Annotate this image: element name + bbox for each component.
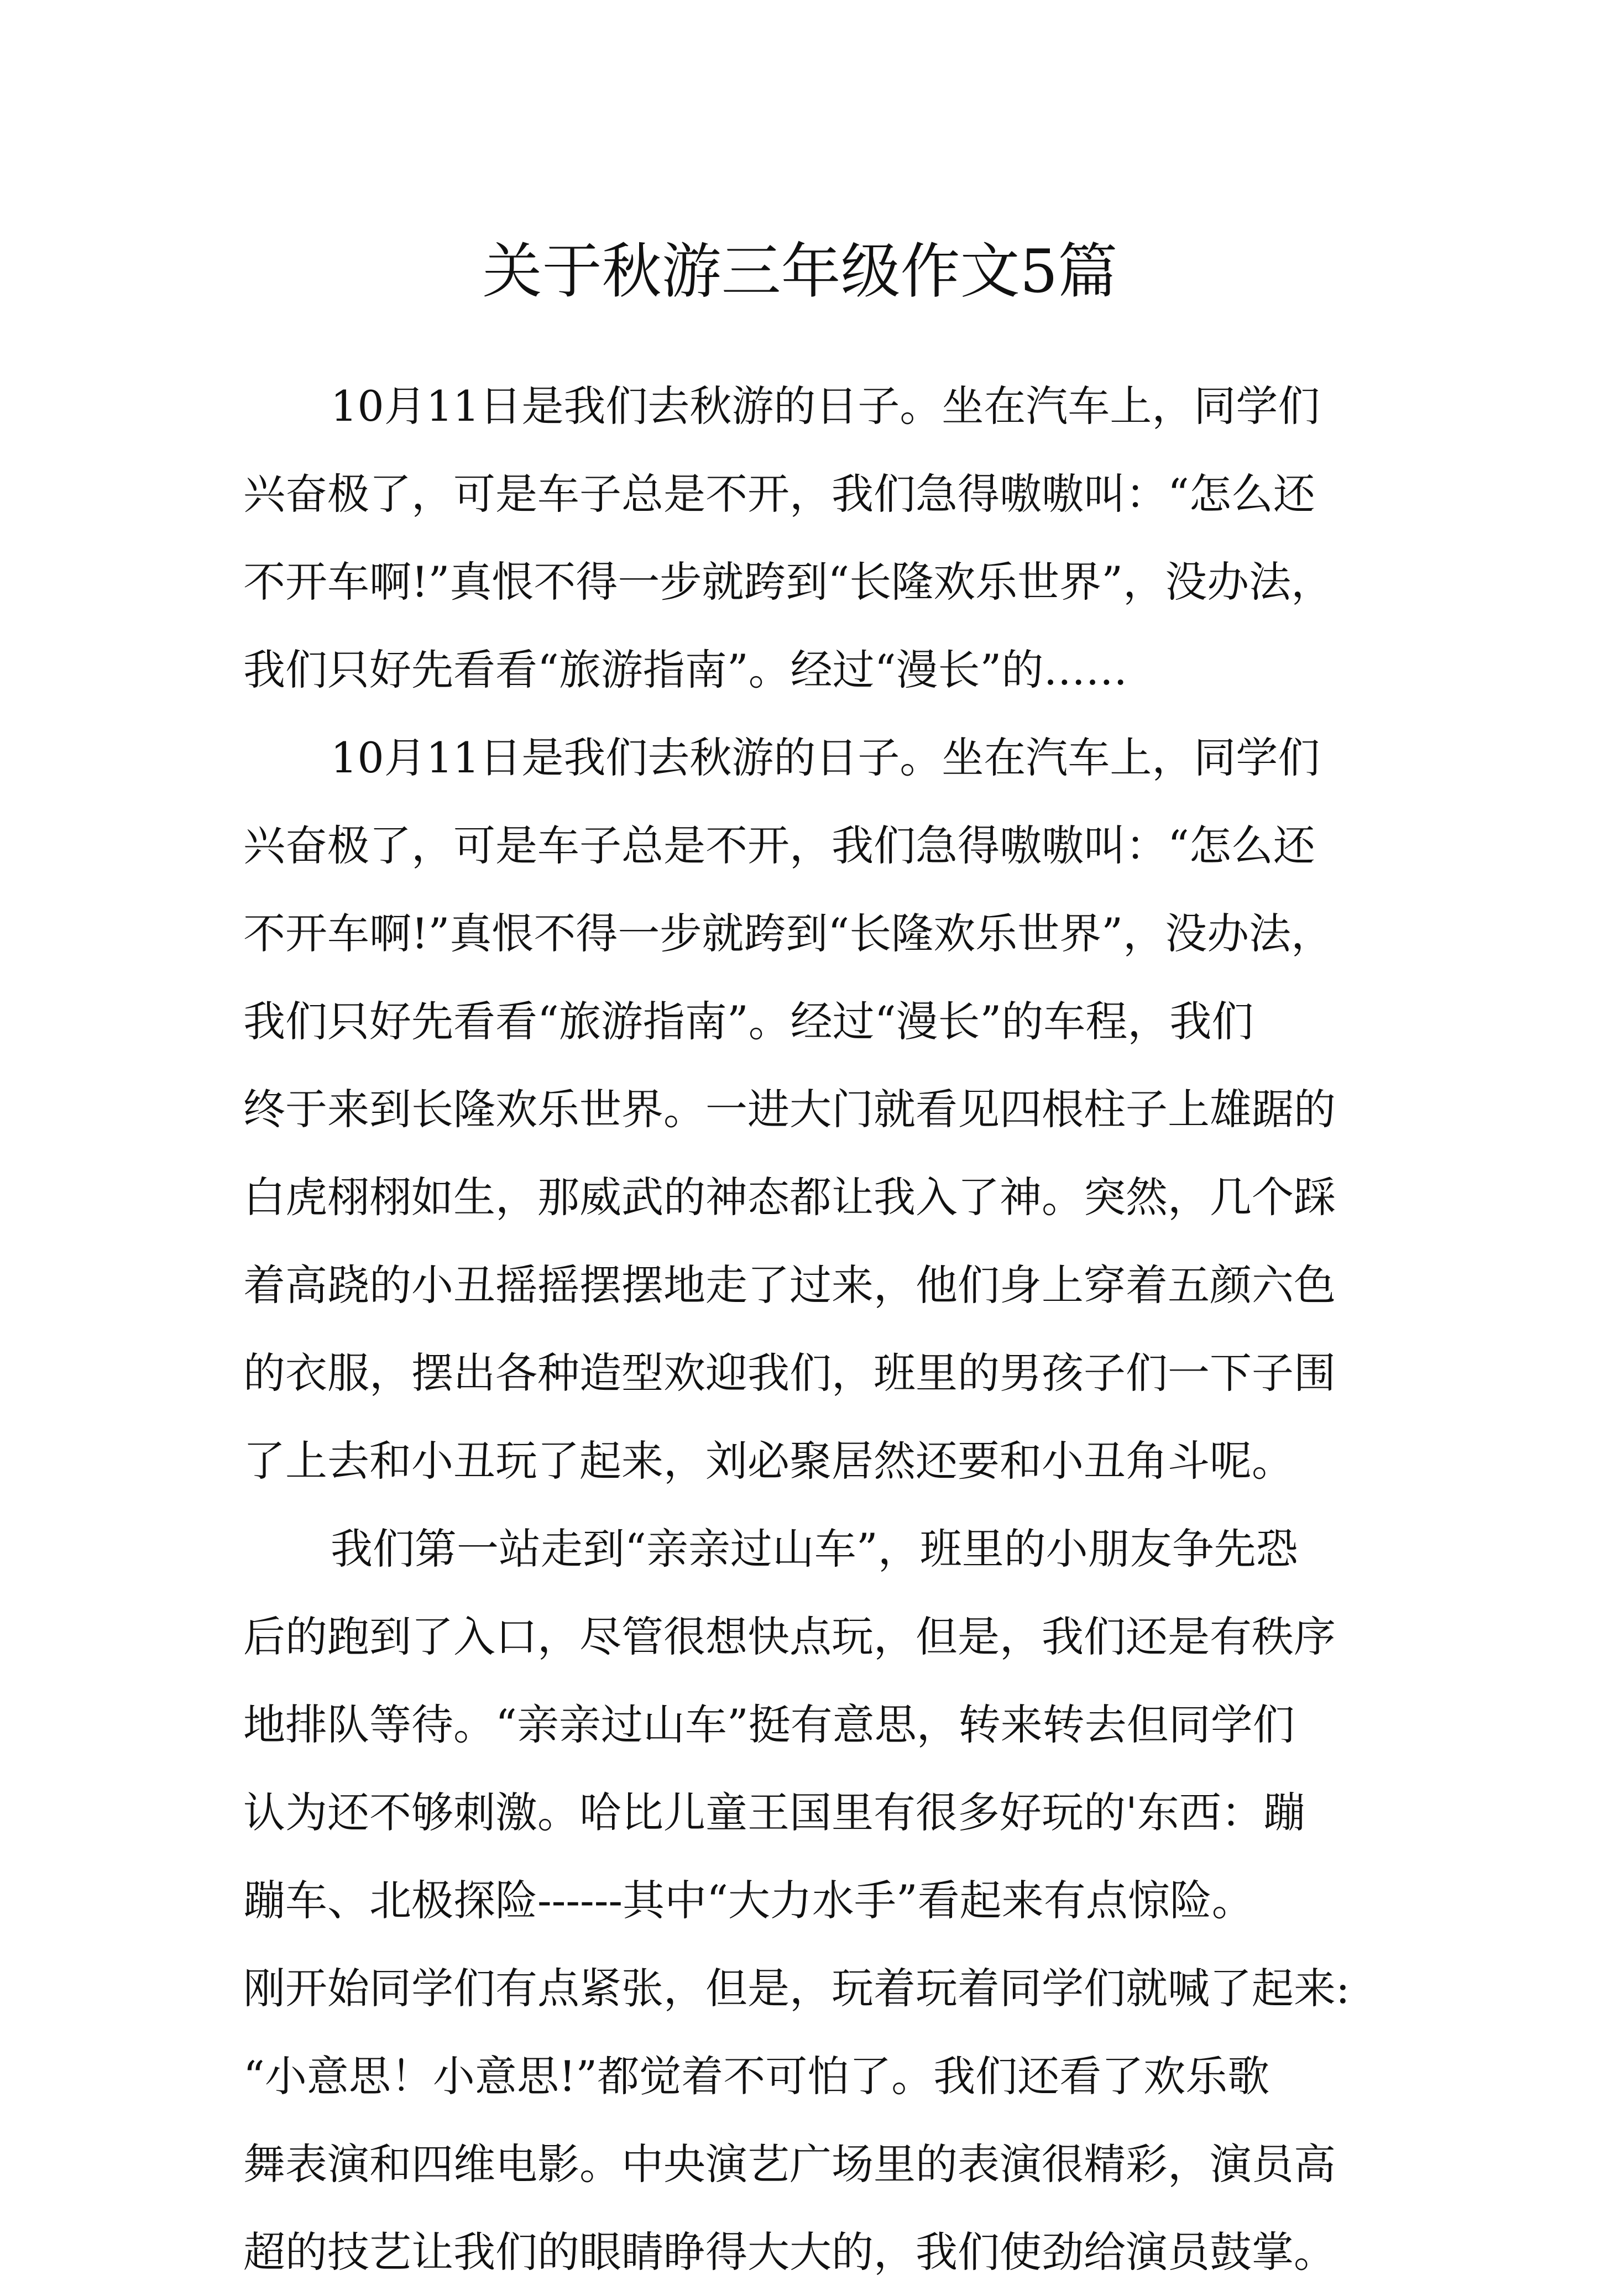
text-line: 超的技艺让我们的眼睛睁得大大的，我们使劲给演员鼓掌。 [243, 2227, 1336, 2277]
text-line: 着高跷的小丑摇摇摆摆地走了过来，他们身上穿着五颜六色 [243, 1261, 1336, 1310]
text-line: 舞表演和四维电影。中央演艺广场里的表演很精彩，演员高 [243, 2140, 1336, 2189]
text-line: 的衣服，摆出各种造型欢迎我们，班里的男孩子们一下子围 [243, 1348, 1336, 1398]
text-line: 蹦车、北极探险------其中“大力水手”看起来有点惊险。 [243, 1876, 1254, 1925]
text-line: 终于来到长隆欢乐世界。一进大门就看见四根柱子上雄踞的 [243, 1085, 1336, 1134]
text-line: 了上去和小丑玩了起来，刘必聚居然还要和小丑角斗呢。 [243, 1436, 1294, 1486]
text-line: 10月11日是我们去秋游的日子。坐在汽车上，同学们 [331, 381, 1320, 431]
paragraph [243, 1505, 1360, 2296]
paragraph [243, 362, 1360, 714]
text-line: 不开车啊!”真恨不得一步就跨到“长隆欢乐世界”，没办法， [243, 909, 1334, 958]
document-body [243, 362, 1360, 2296]
text-line: “小意思！小意思!”都觉着不可怕了。我们还看了欢乐歌 [243, 2052, 1270, 2101]
text-line: 兴奋极了，可是车子总是不开，我们急得嗷嗷叫：“怎么还 [243, 821, 1315, 870]
text-line: 后的跑到了入口，尽管很想快点玩，但是，我们还是有秩序 [243, 1612, 1336, 1661]
text-line: 白虎栩栩如生，那威武的神态都让我入了神。突然，几个踩 [243, 1173, 1336, 1222]
text-line: 我们第一站走到“亲亲过山车”，班里的小朋友争先恐 [331, 1524, 1298, 1573]
text-line: 认为还不够刺激。哈比儿童王国里有很多好玩的'东西：蹦 [243, 1788, 1305, 1837]
text-line: 兴奋极了，可是车子总是不开，我们急得嗷嗷叫：“怎么还 [243, 469, 1315, 519]
paragraph [243, 714, 1360, 1505]
document-title: 关于秋游三年级作文5篇 [482, 237, 1118, 307]
text-line: 10月11日是我们去秋游的日子。坐在汽车上，同学们 [331, 733, 1320, 782]
text-line: 地排队等待。“亲亲过山车”挺有意思，转来转去但同学们 [243, 1700, 1295, 1749]
text-line: 我们只好先看看“旅游指南”。经过“漫长”的…… [243, 645, 1128, 694]
text-line: 刚开始同学们有点紧张，但是，玩着玩着同学们就喊了起来: [243, 1964, 1350, 2013]
text-line: 我们只好先看看“旅游指南”。经过“漫长”的车程，我们 [243, 997, 1254, 1046]
text-line: 不开车啊!”真恨不得一步就跨到“长隆欢乐世界”，没办法， [243, 557, 1334, 606]
